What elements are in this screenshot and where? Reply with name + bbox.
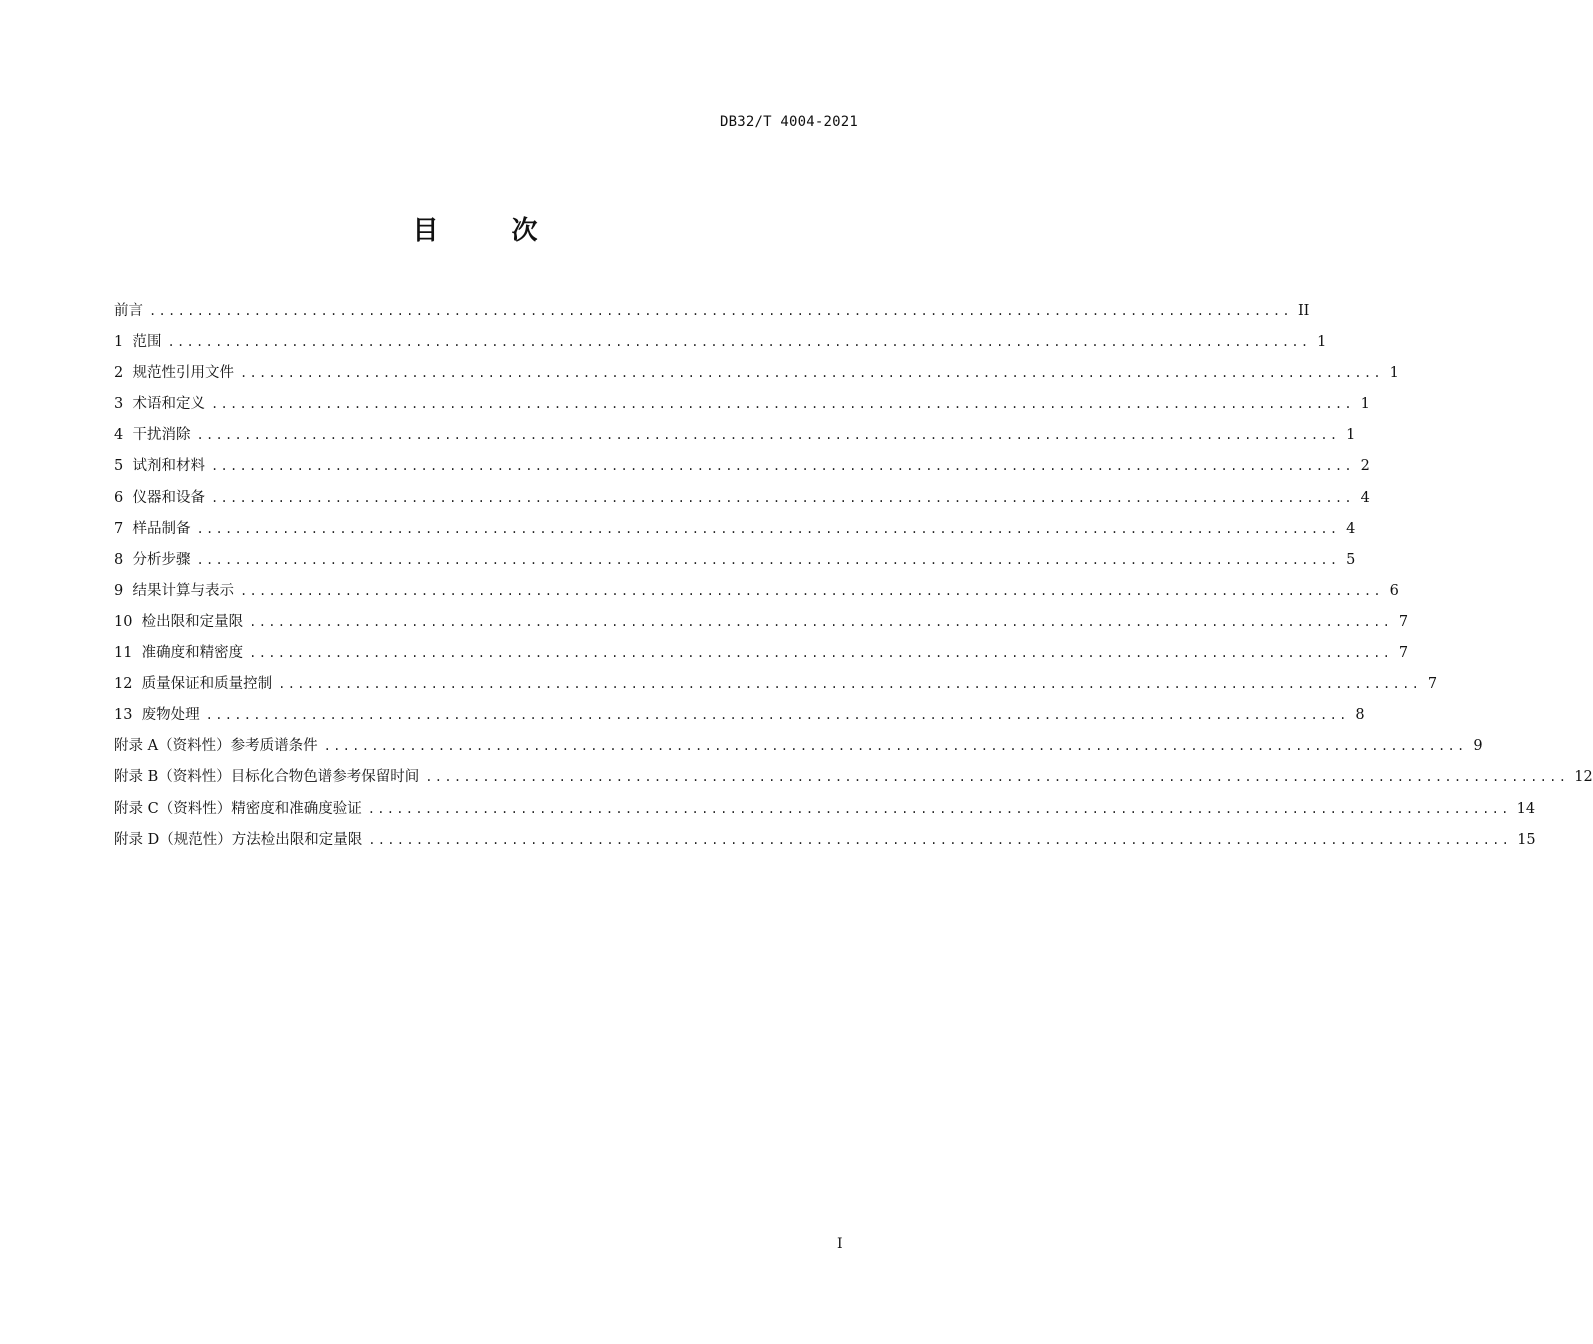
toc-entry-number: 10	[114, 613, 133, 630]
toc-entry[interactable]	[114, 825, 1536, 856]
dot-leader: ........................................................................................................................	[239, 583, 1383, 598]
toc-entry-page: 7	[1398, 613, 1409, 630]
toc-entry-label: 附录 C（资料性）精密度和准确度验证	[114, 800, 362, 817]
toc-entry-number: 13	[114, 707, 133, 724]
toc-entry[interactable]	[114, 731, 1483, 762]
dot-leader: ........................................................................................................................	[205, 708, 1349, 723]
toc-entry-page: 12	[1574, 769, 1593, 786]
toc-entry[interactable]	[114, 451, 1370, 482]
dot-leader: ........................................................................................................................	[167, 335, 1311, 350]
toc-entry-number: 8	[114, 551, 124, 568]
dot-leader: ........................................................................................................................	[239, 366, 1383, 381]
toc-entry-page: 1	[1317, 334, 1327, 351]
toc-entry-label: 干扰消除	[132, 427, 191, 444]
toc-entry-page: 15	[1517, 831, 1536, 848]
toc-entry-label: 范围	[132, 334, 162, 351]
toc-entry-label: 检出限和定量限	[141, 613, 244, 630]
toc-entry[interactable]	[114, 638, 1409, 669]
toc-entry-number: 1	[114, 334, 124, 351]
toc-entry-label: 仪器和设备	[132, 489, 205, 506]
toc-entry[interactable]	[114, 545, 1356, 576]
dot-leader: ........................................................................................................................	[210, 397, 1354, 412]
toc-entry-number: 6	[114, 489, 124, 506]
dot-leader: ........................................................................................................................	[249, 614, 1393, 629]
toc-entry-page: 1	[1360, 396, 1370, 413]
toc-entry[interactable]	[114, 483, 1370, 514]
toc-entry-number: 2	[114, 365, 124, 382]
toc-entry-page: 4	[1360, 489, 1370, 506]
toc-entry-label: 前言	[114, 303, 143, 319]
dot-leader: ........................................................................................................................	[425, 770, 1569, 785]
toc-entry[interactable]	[114, 669, 1438, 700]
dot-leader: ........................................................................................................................	[210, 490, 1354, 505]
dot-leader: ........................................................................................................................	[367, 801, 1511, 816]
toc-entry-page: 7	[1398, 645, 1409, 662]
toc-entry-number: 12	[114, 676, 133, 693]
toc-entry-page: 9	[1473, 738, 1483, 755]
toc-entry-page: 1	[1346, 427, 1356, 444]
toc-entry-number: 5	[114, 458, 124, 475]
toc-entry-page: 14	[1516, 800, 1536, 817]
toc-entry-label: 附录 A（资料性）参考质谱条件	[114, 738, 318, 755]
dot-leader: ........................................................................................................................	[196, 428, 1340, 443]
toc-entry[interactable]	[114, 358, 1399, 389]
toc-entry-number: 9	[114, 582, 124, 599]
toc-entry-page: 7	[1427, 676, 1438, 693]
toc-entry-page: 2	[1360, 458, 1370, 475]
toc-entry-page: 5	[1346, 551, 1356, 568]
toc-entry-label: 准确度和精密度	[141, 645, 244, 662]
toc-entry[interactable]	[114, 514, 1356, 545]
dot-leader: ........................................................................................................................	[368, 832, 1512, 847]
page-title: 目 次	[412, 216, 570, 246]
toc-entry-page: 1	[1389, 365, 1399, 382]
toc-entry-number: 7	[114, 520, 124, 537]
dot-leader: ........................................................................................................................	[323, 739, 1467, 754]
table-of-contents	[114, 296, 1593, 856]
toc-entry-label: 试剂和材料	[132, 458, 205, 475]
toc-entry[interactable]	[114, 576, 1399, 607]
dot-leader: ........................................................................................................................	[278, 677, 1422, 692]
footer-page-number: I	[837, 1236, 843, 1252]
toc-entry-label: 附录 D（规范性）方法检出限和定量限	[114, 831, 363, 848]
toc-entry-label: 质量保证和质量控制	[141, 676, 273, 693]
toc-entry[interactable]	[114, 762, 1593, 793]
document-code: DB32/T 4004-2021	[719, 114, 858, 130]
toc-entry-label: 结果计算与表示	[132, 582, 234, 599]
toc-entry-label: 附录 B（资料性）目标化合物色谱参考保留时间	[114, 769, 420, 786]
toc-entry[interactable]	[114, 296, 1310, 327]
toc-entry[interactable]	[114, 327, 1327, 358]
toc-entry-number: 3	[114, 396, 124, 413]
dot-leader: ........................................................................................................................	[149, 304, 1292, 318]
toc-entry[interactable]	[114, 389, 1370, 420]
toc-entry-number: 11	[114, 645, 133, 662]
toc-entry[interactable]	[114, 700, 1365, 731]
toc-entry-label: 样品制备	[132, 520, 191, 537]
toc-entry[interactable]	[114, 794, 1536, 825]
dot-leader: ........................................................................................................................	[196, 521, 1340, 536]
toc-entry-label: 废物处理	[141, 707, 200, 724]
toc-entry-label: 分析步骤	[132, 551, 191, 568]
toc-entry-label: 规范性引用文件	[132, 365, 234, 382]
toc-entry-page: 4	[1346, 520, 1356, 537]
dot-leader: ........................................................................................................................	[249, 646, 1393, 661]
toc-entry-page: 8	[1355, 707, 1365, 724]
dot-leader: ........................................................................................................................	[196, 552, 1340, 567]
toc-entry-page: 6	[1389, 582, 1399, 599]
toc-entry[interactable]	[114, 420, 1356, 451]
toc-entry-page: II	[1297, 303, 1310, 319]
toc-entry-label: 术语和定义	[132, 396, 205, 413]
dot-leader: ........................................................................................................................	[210, 459, 1354, 474]
toc-entry[interactable]	[114, 607, 1409, 638]
toc-entry-number: 4	[114, 427, 124, 444]
